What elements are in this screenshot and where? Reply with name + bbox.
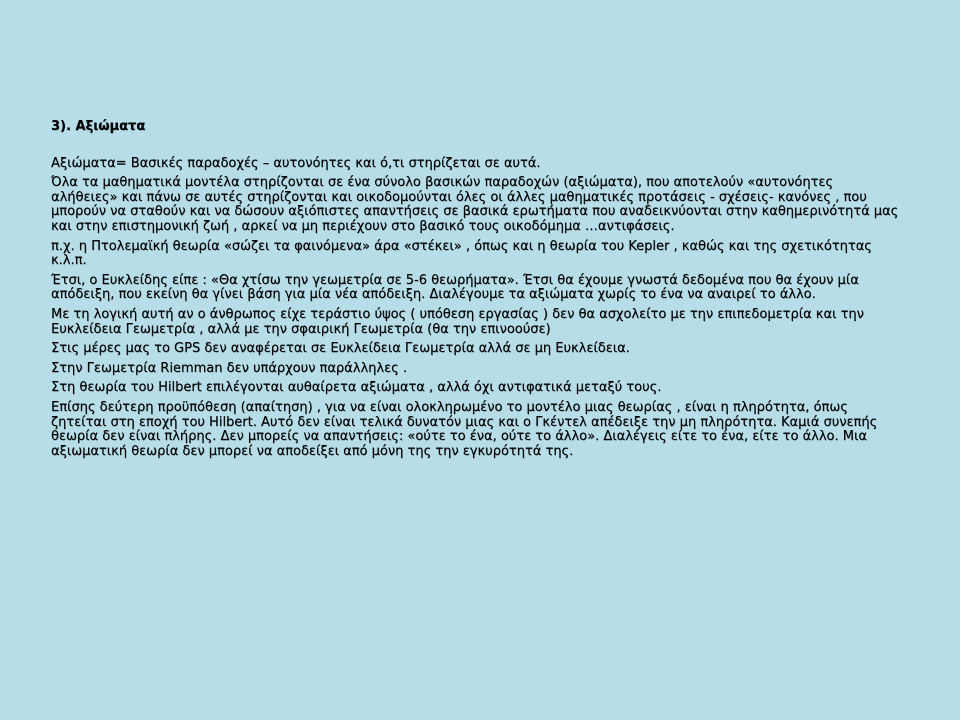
- paragraph-logic: Με τη λογική αυτή αν ο άνθρωπος είχε τεράστιο ύψος ( υπόθεση εργασίας ) δεν θα ασχολείτο με την επιπεδομετρία και την Ευκλείδεια Γεωμετρία , αλλά με την σφαιρική Γεωμετρία (θα την επινοούσε): [51, 306, 864, 337]
- paragraph-models: Όλα τα μαθηματικά μοντέλα στηρίζονται σε ένα σύνολο βασικών παραδοχών (αξιώματα), που αποτελούν «αυτονόητες αλήθειες» και πάνω σε αυτές στηρίζονται και οικοδομούνται όλες οι άλλες μαθηματικές προτάσεις - σχέσεις- κανόνες , που μπορούν να σταθούν και να δώσουν αξιόπιστες απαντήσεις σε βασικά ερωτήματα που αναδεικνύονται στην καθημερινότητά μας και στην επιστημονική ζωή , αρκεί να μη περιέχουν στο βασικό τους οικοδόμημα …αντιφάσεις.: [51, 175, 899, 234]
- paragraph-completeness: Επίσης δεύτερη προϋπόθεση (απαίτηση) , για να είναι ολοκληρωμένο το μοντέλο μιας θεωρίας , είναι η πληρότητα, όπως ζητείται στη εποχή του Hilbert. Αυτό δεν είναι τελικά δυνατόν μιας και ο Γκέντελ απέδειξε την μη πληρότητα. Καμιά συνεπής θεωρία δεν είναι πλήρης. Δεν μπορείς να απαντήσεις: «ούτε το ένα, ούτε το άλλο». Διαλέγεις είτε το ένα, είτε το άλλο. Μια αξιωματική θεωρία δεν μπορεί να αποδείξει από μόνη της την εγκυρότητά της.: [51, 399, 878, 459]
- paragraph-riemann: Στην Γεωμετρία Riemman δεν υπάρχουν παράλληλες .: [51, 360, 407, 376]
- paragraph-gps: Στις μέρες μας το GPS δεν αναφέρεται σε Ευκλείδεια Γεωμετρία αλλά σε μη Ευκλείδεια.: [51, 341, 630, 357]
- paragraph-example: π.χ. η Πτολεμαϊκή θεωρία «σώζει τα φαινόμενα» άρα «στέκει» , όπως και η θεωρία του Kepler , καθώς και της σχετικότητας κ.λ.π.: [51, 238, 872, 269]
- slide-content: [51, 120, 901, 464]
- paragraph-hilbert: Στη θεωρία του Hilbert επιλέγονται αυθαίρετα αξιώματα , αλλά όχι αντιφατικά μεταξύ τους.: [51, 380, 662, 396]
- paragraph-definition: Αξιώματα= Βασικές παραδοχές – αυτονόητες και ό,τι στηρίζεται σε αυτά.: [51, 155, 541, 171]
- paragraph-euclid: Έτσι, ο Ευκλείδης είπε : «Θα χτίσω την γεωμετρία σε 5-6 θεωρήματα». Έτσι θα έχουμε γνωστά δεδομένα που θα έχουν μία απόδειξη, που εκείνη θα γίνει βάση για μία νέα απόδειξη. Διαλέγουμε τα αξιώματα χωρίς το ένα να αναιρεί το άλλο.: [51, 272, 859, 303]
- slide-title: 3). Αξιώματα: [51, 119, 146, 134]
